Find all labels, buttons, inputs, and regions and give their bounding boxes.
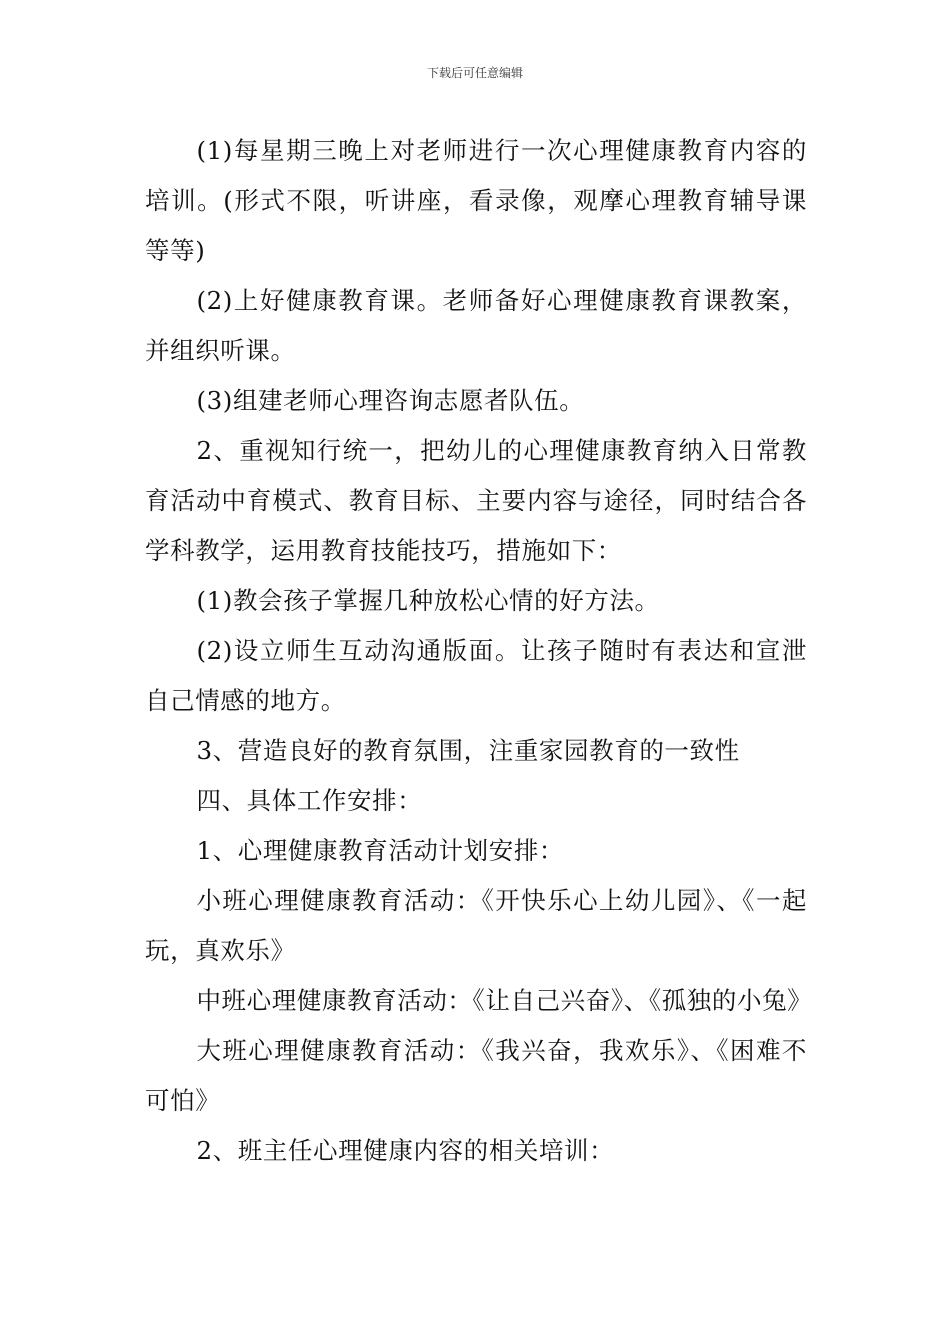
paragraph: 小班心理健康教育活动：《开快乐心上幼儿园》、《一起玩，真欢乐》 xyxy=(145,886,807,965)
paragraph: (2)设立师生互动沟通版面。让孩子随时有表达和宣泄自己情感的地方。 xyxy=(145,636,807,715)
paragraph: 2、班主任心理健康内容的相关培训： xyxy=(196,1136,615,1165)
paragraph: 大班心理健康教育活动：《我兴奋，我欢乐》、《困难不可怕》 xyxy=(145,1036,807,1115)
paragraph: (2)上好健康教育课。老师备好心理健康教育课教案，并组织听课。 xyxy=(145,286,807,365)
paragraph: 3、营造良好的教育氛围，注重家园教育的一致性 xyxy=(196,736,740,765)
paragraph: (1)每星期三晚上对老师进行一次心理健康教育内容的培训。(形式不限，听讲座，看录像，观摩心理教育辅导课等等) xyxy=(145,136,807,265)
document-body xyxy=(145,126,813,1176)
page-header: 下载后可任意编辑 xyxy=(426,66,523,80)
paragraph: (3)组建老师心理咨询志愿者队伍。 xyxy=(196,386,585,415)
section-heading: 四、具体工作安排： xyxy=(196,786,423,815)
paragraph: (1)教会孩子掌握几种放松心情的好方法。 xyxy=(196,586,660,615)
paragraph: 2、重视知行统一，把幼儿的心理健康教育纳入日常教育活动中育模式、教育目标、主要内容与途径，同时结合各学科教学，运用教育技能技巧，措施如下： xyxy=(145,436,807,565)
paragraph: 中班心理健康教育活动：《让自己兴奋》、《孤独的小兔》 xyxy=(196,986,813,1015)
paragraph: 1、心理健康教育活动计划安排： xyxy=(196,836,565,865)
